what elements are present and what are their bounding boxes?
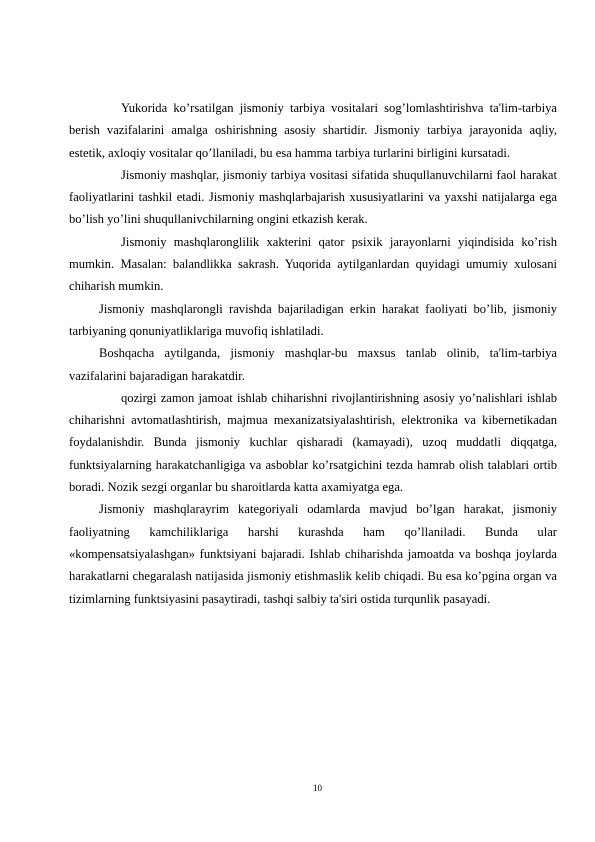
- paragraph-5: Boshqacha aytilganda, jismoniy mashqlar-bu maxsus tanlab olinib, ta'lim-tarbiya vazifalarini bajaradigan harakatdir.: [69, 346, 557, 383]
- paragraph-3: Jismoniy mashqlaronglilik xakterini qator psixik jarayonlarni yiqindisida ko’rish mumkin. Masalan: balandlikka sakrash. Yuqorida aytilganlardan quyidagi umumiy xulosani chiharish mumkin.: [69, 234, 557, 294]
- page-number: 10: [313, 783, 322, 793]
- paragraph-4: Jismoniy mashqlarongli ravishda bajariladigan erkin harakat faoliyati bo’lib, jismoniy tarbiyaning qonuniyatliklariga muvofiq ishlatiladi.: [69, 301, 557, 338]
- paragraph-2: Jismoniy mashqlar, jismoniy tarbiya vositasi sifatida shuqullanuvchilarni faol harakat faoliyatlarini tashkil etadi. Jismoniy mashqlarbajarish xususiyatlarini va yaxshi natijalarga ega bo’lish yo’lini shuqullanivchilarning ongini etkazish kerak.: [69, 167, 557, 227]
- paragraph-6: qozirgi zamon jamoat ishlab chiharishni rivojlantirishning asosiy yo’nalishlari ishlab chiharishni avtomatlashtirish, majmua mexanizatsiyalashtirish, elektronika va kibernetikadan foydalanishdir. Bunda jismoniy kuchlar qisharadi (kamayadi), uzoq muddatli diqqatga, funktsiyalarning harakatchanligiga va asboblar ko’rsatgichini tezda hamrab olish talablari ortib boradi. Nozik sezgi organlar bu sharoitlarda katta axamiyatga ega.: [69, 390, 557, 495]
- paragraph-1: Yukorida ko’rsatilgan jismoniy tarbiya vositalari sog’lomlashtirishva ta'lim-tarbiya berish vazifalarini amalga oshirishning asosiy shartidir. Jismoniy tarbiya jarayonida aqliy, estetik, axloqiy vositalar qo’llaniladi, bu esa hamma tarbiya turlarini birligini kursatadi.: [69, 101, 557, 160]
- document-body: [69, 97, 557, 610]
- paragraph-7: Jismoniy mashqlarayrim kategoriyali odamlarda mavjud bo’lgan harakat, jismoniy faoliyatning kamchiliklariga harshi kurashda ham qo’llaniladi. Bunda ular «kompensatsiyalashgan» funktsiyani bajaradi. Ishlab chiharishda jamoatda va boshqa joylarda harakatlarni chegaralash natijasida jismoniy etishmaslik kelib chiqadi. Bu esa ko’pgina organ va tizimlarning funktsiyasini pasaytiradi, tashqi salbiy ta'siri ostida turqunlik pasayadi.: [69, 502, 557, 606]
